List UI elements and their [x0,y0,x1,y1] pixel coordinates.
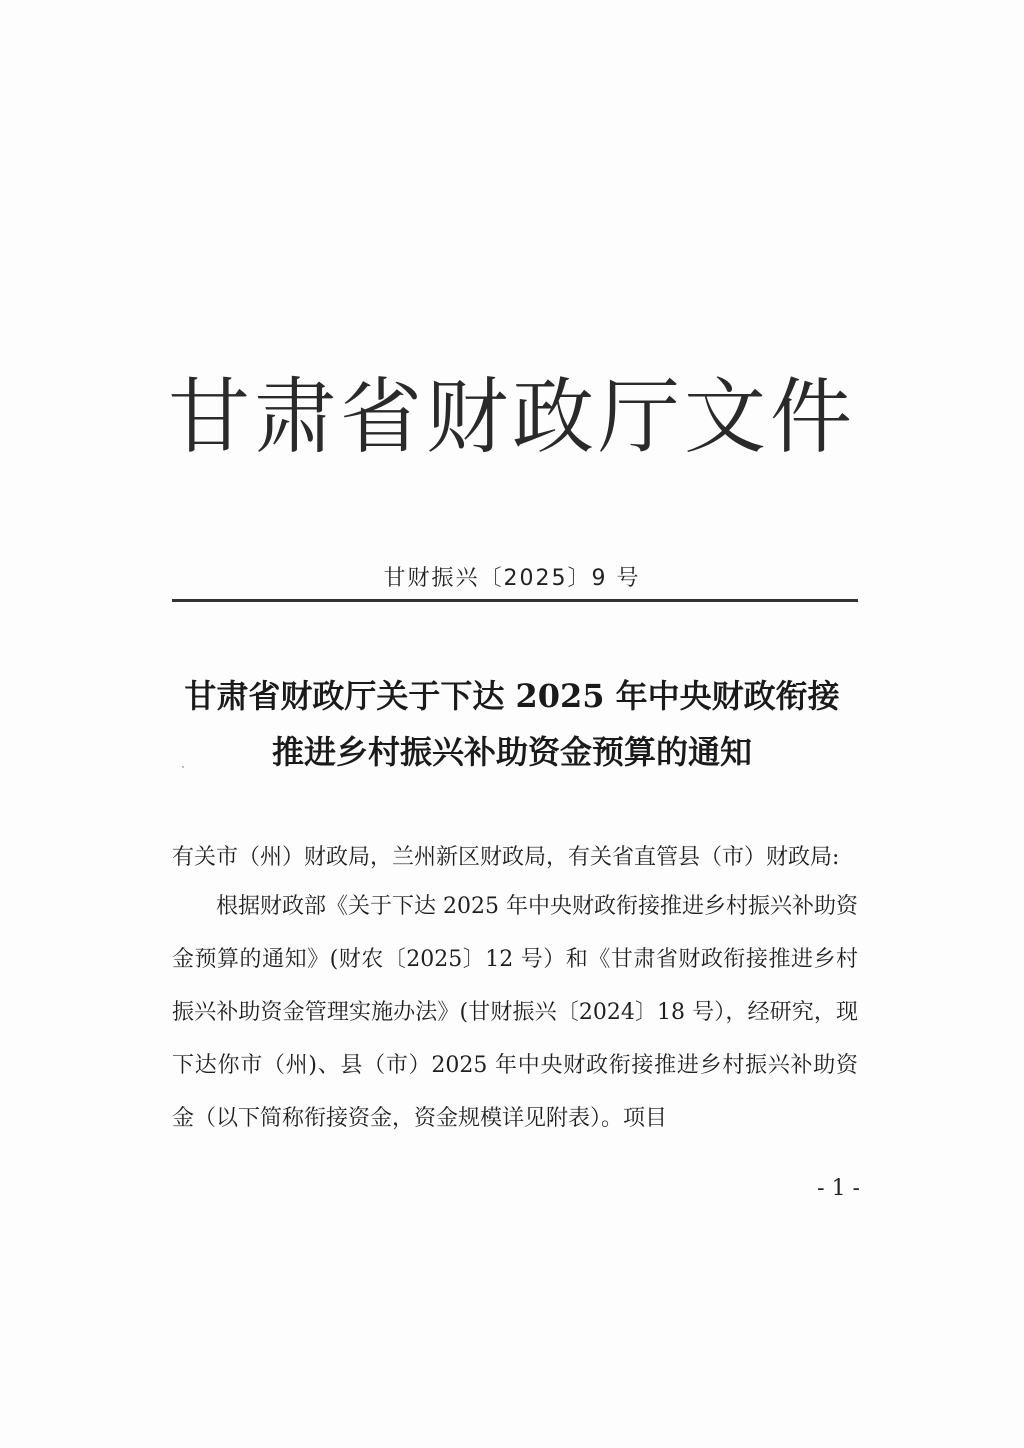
scan-speck [182,766,184,768]
header-divider [172,599,858,602]
addressee-line: 有关市（州）财政局，兰州新区财政局，有关省直管县（市）财政局: [172,845,840,870]
body-paragraph-1: 根据财政部《关于下达 2025 年中央财政衔接推进乡村振兴补助资金预算的通知》(财农〔2025〕12 号）和《甘肃省财政衔接推进乡村振兴补助资金管理实施办法》(甘财振兴〔2024〕18 号），经研究，现下达你市（州)、县（市）2025 年中央财政衔接推进乡村振兴补助资金（以下简称衔接资金，资金规模详见附表）。项目 [172,894,858,1131]
document-masthead: 甘肃省财政厅文件 [167,370,856,465]
title-line-2: 推进乡村振兴补助资金预算的通知 [271,733,752,771]
document-number: 甘财振兴〔2025〕9 号 [383,566,641,591]
title-line-1: 甘肃省财政厅关于下达 2025 年中央财政衔接 [184,677,840,715]
page-number: - 1 - [817,1176,860,1201]
document-title [130,668,894,780]
